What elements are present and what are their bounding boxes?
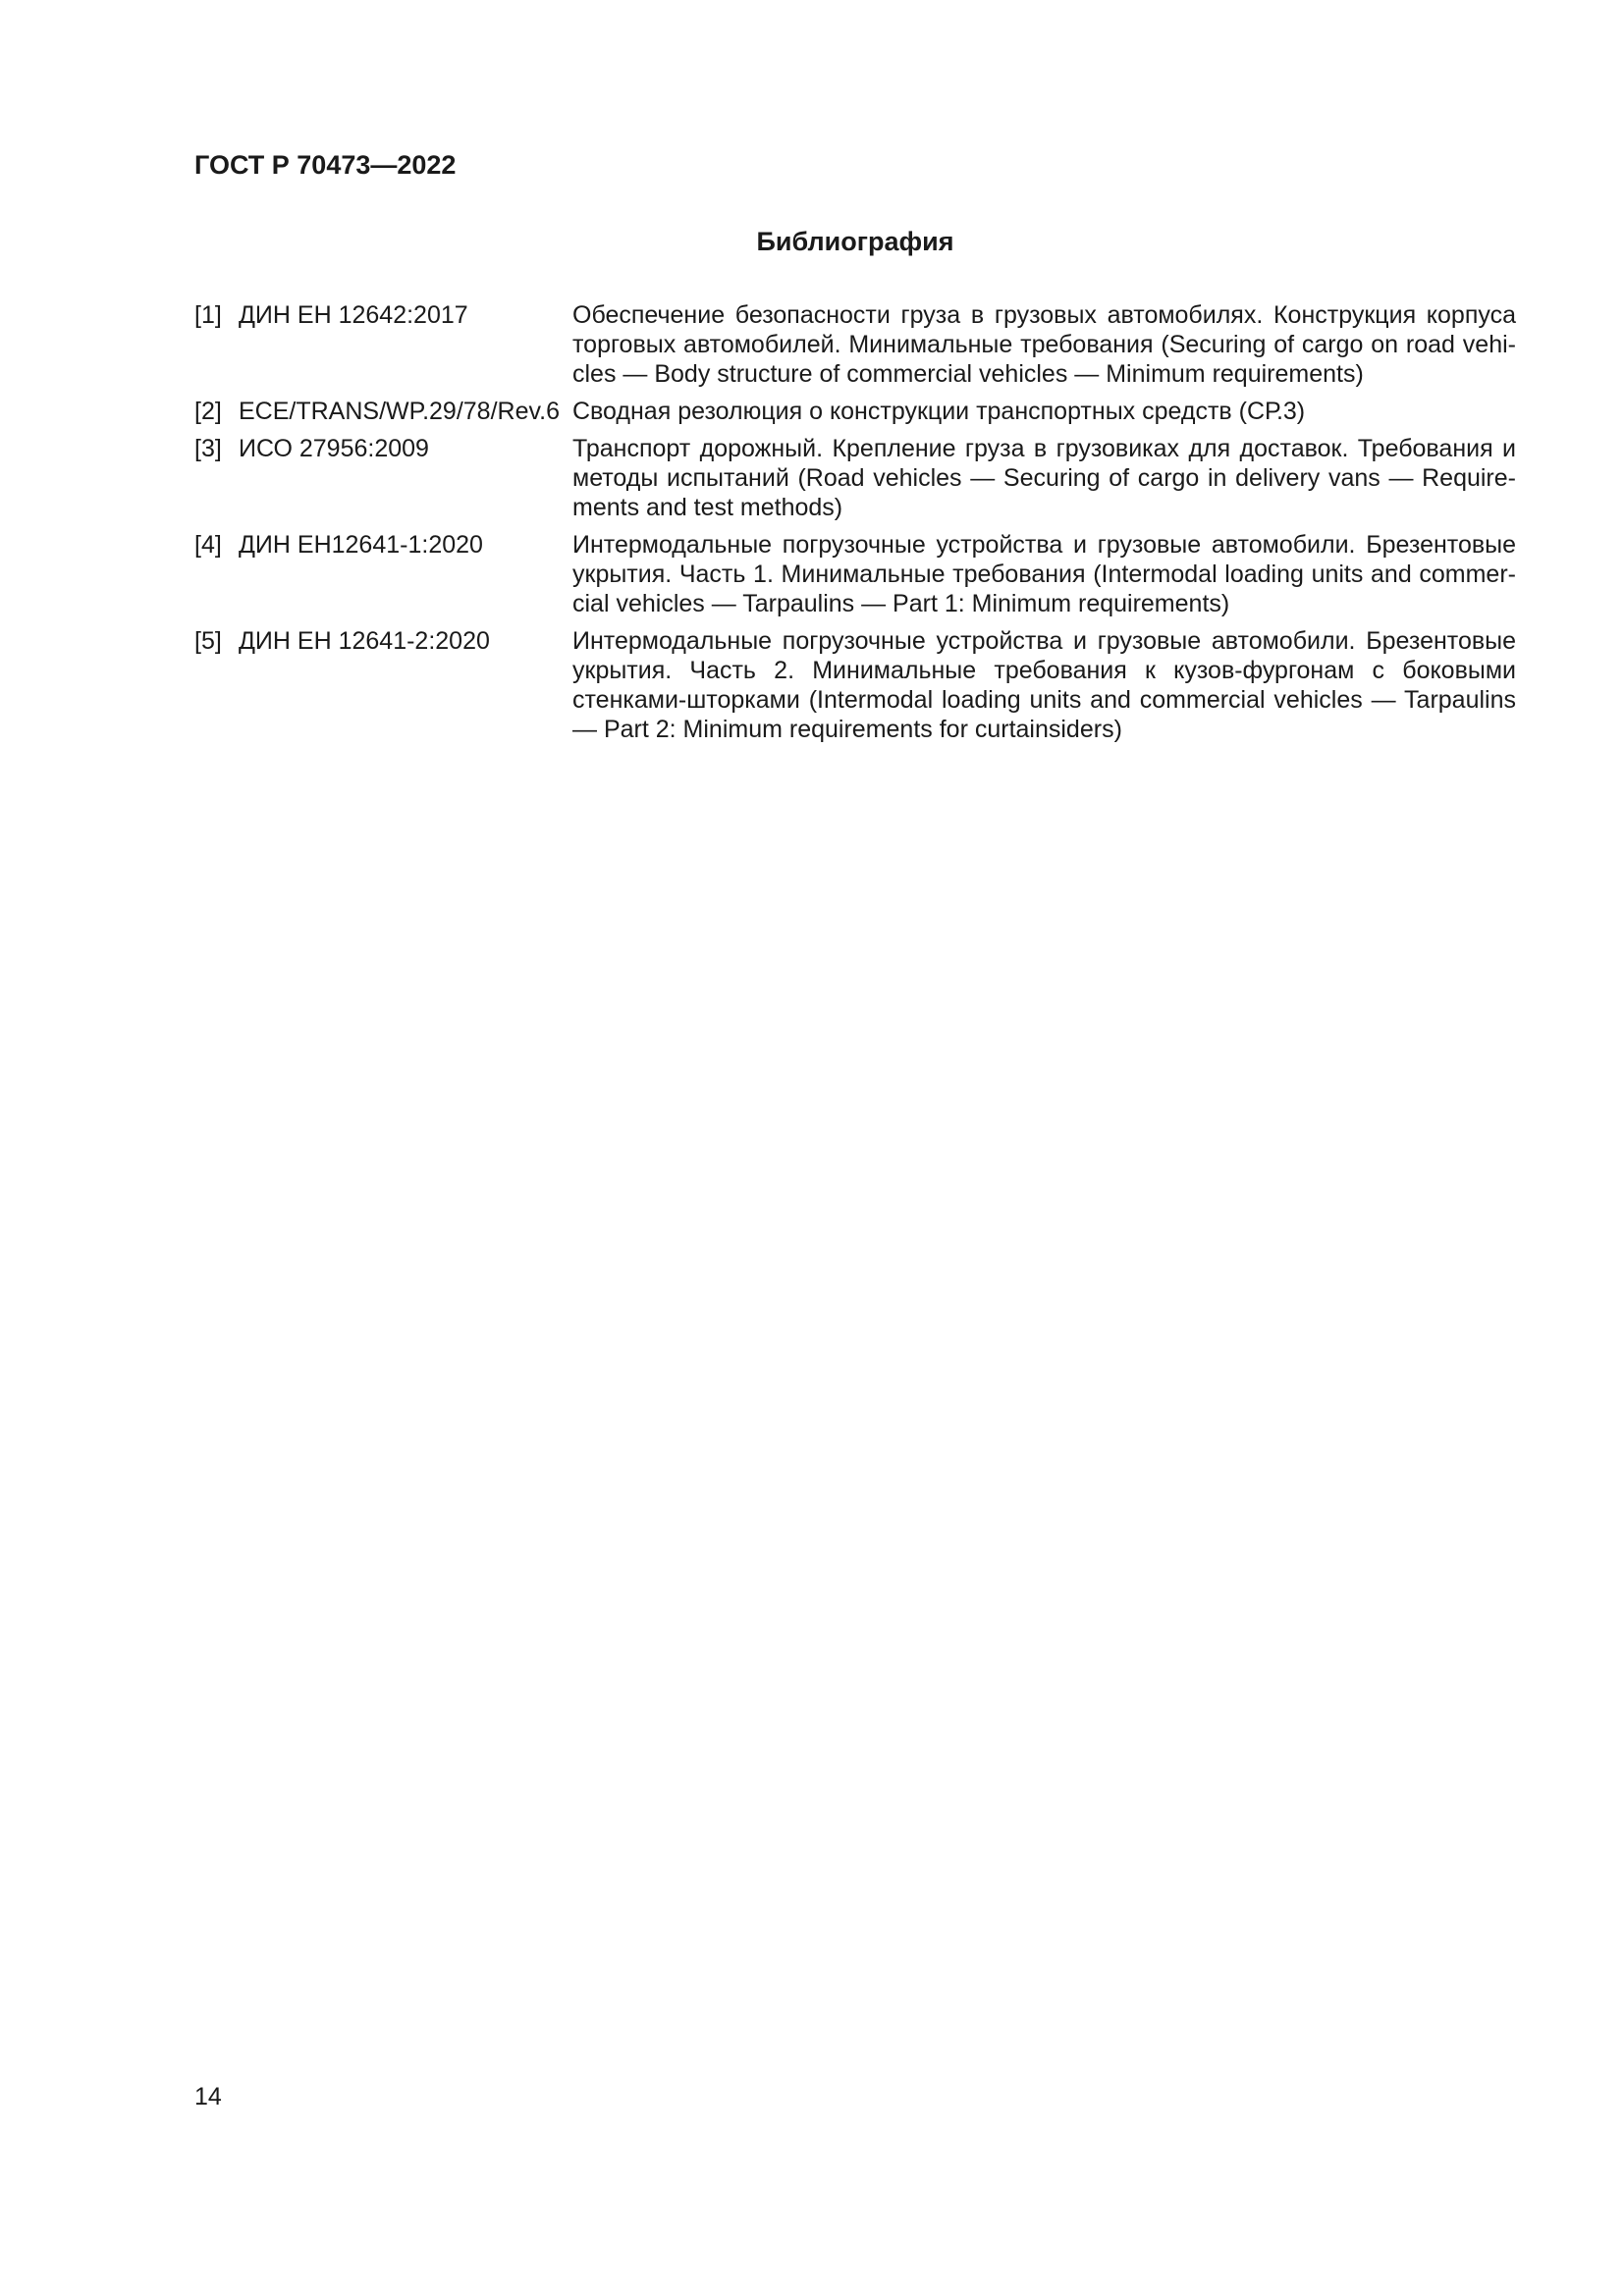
document-code: ГОСТ Р 70473—2022	[194, 150, 457, 180]
entry-number: [2]	[194, 398, 222, 425]
entry-description: Сводная резолюция о конструкции транспортных средств (СР.3)	[572, 398, 1306, 425]
entry-reference: ДИН ЕН 12642:2017	[239, 301, 468, 329]
entry-description: Интермодальные погрузочные устройства и грузовые автомобили. Брезентовые укрытия. Часть 2. Минимальные требования к кузов-фургонам с боковыми стенками-шторками (Intermodal loading units and commercial vehicles — Tarpaulins — Part 2: Minimum requirements for curtainsiders)	[572, 627, 1516, 743]
bibliography-list	[194, 300, 1516, 752]
entry-reference: ДИН ЕН 12641-2:2020	[239, 627, 490, 655]
entry-number: [4]	[194, 531, 222, 559]
bibliography-entry	[194, 626, 1516, 744]
entry-reference: ИСО 27956:2009	[239, 435, 429, 462]
entry-number: [3]	[194, 435, 222, 462]
bibliography-entry	[194, 530, 1516, 618]
entry-description: Обеспечение безопасности груза в грузовых автомобилях. Конструкция корпуса торговых автомобилей. Минимальные требования (Securing of cargo on road vehicles — Body structure of commercial vehicles — Minimum requirements)	[572, 301, 1516, 388]
page-number: 14	[194, 2083, 222, 2110]
entry-description: Интермодальные погрузочные устройства и грузовые автомобили. Брезентовые укрытия. Часть 1. Минимальные требования (Intermodal loading units and commercial vehicles — Tarpaulins — Part 1: Minimum requirements)	[572, 531, 1516, 617]
bibliography-entry	[194, 434, 1516, 522]
entry-description: Транспорт дорожный. Крепление груза в грузовиках для доставок. Требования и методы испытаний (Road vehicles — Securing of cargo in delivery vans — Requirements and test methods)	[572, 435, 1516, 521]
bibliography-entry	[194, 397, 1516, 426]
entry-number: [1]	[194, 301, 222, 329]
entry-reference: ECE/TRANS/WP.29/78/Rev.6	[239, 398, 560, 425]
entry-reference: ДИН ЕН12641-1:2020	[239, 531, 483, 559]
entry-number: [5]	[194, 627, 222, 655]
section-title: Библиография	[756, 227, 954, 256]
bibliography-entry	[194, 300, 1516, 389]
